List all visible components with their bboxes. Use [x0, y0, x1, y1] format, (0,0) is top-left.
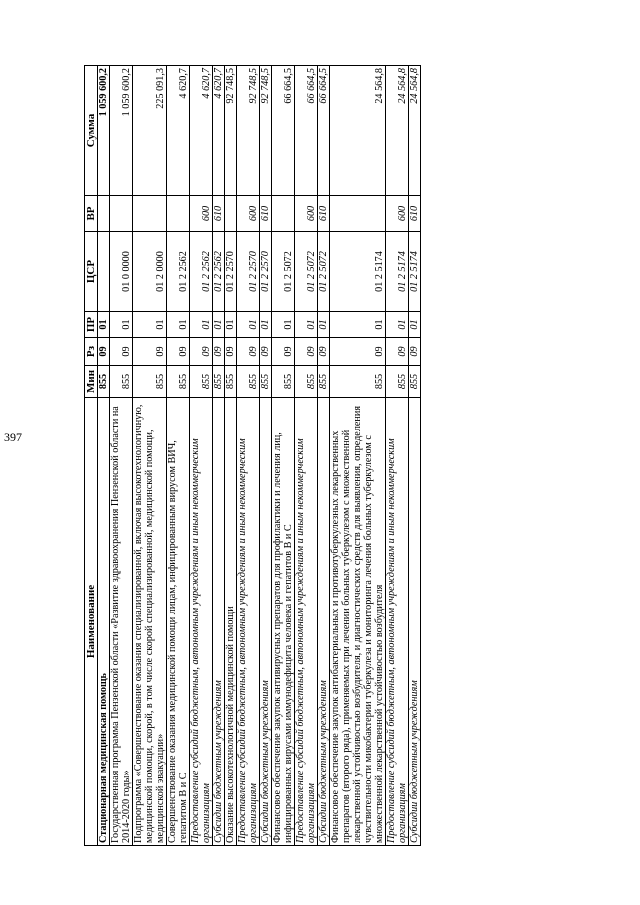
cell-name: Субсидии бюджетным учреждениям [213, 398, 225, 846]
cell-name: Подпрограмма «Совершенствование оказания специализированной, включая высокотехнологичную, медицинской помощи, скорой, в том числе скорой специализированной, медицинской помощи, медицинской эвакуации» [133, 398, 167, 846]
cell-name: Финансовое обеспечение закупок антивирусных препаратов для профилактики и лечения лиц, инфицированных вирусами иммунодефицита человека и гепатитов В и С [272, 398, 295, 846]
cell-rz: 09 [98, 338, 110, 366]
table-row [98, 66, 110, 846]
cell-sum: 66 664,5 [295, 66, 318, 196]
rotated-page-content [84, 66, 556, 846]
cell-csr: 01 2 5072 [318, 232, 330, 312]
cell-min: 855 [213, 366, 225, 398]
table-row [225, 66, 237, 846]
cell-min: 855 [260, 366, 272, 398]
cell-min: 855 [318, 366, 330, 398]
cell-vr [272, 196, 295, 232]
cell-rz: 09 [225, 338, 237, 366]
cell-rz: 09 [318, 338, 330, 366]
cell-pr: 01 [409, 312, 421, 338]
cell-csr: 01 2 2562 [167, 232, 190, 312]
cell-pr: 01 [167, 312, 190, 338]
cell-vr: 600 [295, 196, 318, 232]
cell-rz: 09 [110, 338, 133, 366]
cell-name: Предоставление субсидий бюджетным, автономным учреждениям и иным некоммерческим организациям [237, 398, 260, 846]
cell-csr: 01 0 0000 [110, 232, 133, 312]
header-sum: Сумма [85, 66, 98, 196]
cell-name: Предоставление субсидий бюджетным, автономным учреждениям и иным некоммерческим организациям [190, 398, 213, 846]
cell-csr: 01 2 2562 [190, 232, 213, 312]
cell-sum: 24 564,8 [386, 66, 409, 196]
cell-min: 855 [98, 366, 110, 398]
cell-rz: 09 [133, 338, 167, 366]
cell-min: 855 [386, 366, 409, 398]
cell-min: 855 [190, 366, 213, 398]
cell-sum: 24 564,8 [330, 66, 386, 196]
cell-csr: 01 2 5072 [295, 232, 318, 312]
cell-vr: 610 [213, 196, 225, 232]
cell-pr: 01 [386, 312, 409, 338]
cell-sum: 1 059 600,2 [110, 66, 133, 196]
cell-sum: 92 748,5 [237, 66, 260, 196]
cell-vr: 610 [318, 196, 330, 232]
table-row [386, 66, 409, 846]
cell-name: Финансовое обеспечение закупок антибактериальных и противотуберкулезных лекарственных препаратов (второго ряда), применяемых при лечении больных туберкулезом с множественной лекарственной устойчивостью возбудителя, и диагностических средств для выявления, определения чувствительности микобактерии туберкулеза и мониторинга лечения больных туберкулезом с множественной лекарственной устойчивостью возбудителя [330, 398, 386, 846]
cell-vr [133, 196, 167, 232]
cell-name: Государственная программа Пензенской области «Развитие здравоохранения Пензенской области на 2014-2020 годы» [110, 398, 133, 846]
table-row [213, 66, 225, 846]
cell-min: 855 [330, 366, 386, 398]
cell-min: 855 [110, 366, 133, 398]
cell-pr: 01 [318, 312, 330, 338]
cell-vr: 610 [260, 196, 272, 232]
cell-name: Субсидии бюджетным учреждениям [318, 398, 330, 846]
cell-min: 855 [225, 366, 237, 398]
page-number: 397 [4, 430, 22, 444]
cell-pr: 01 [190, 312, 213, 338]
cell-sum: 4 620,7 [190, 66, 213, 196]
cell-csr: 01 2 5072 [272, 232, 295, 312]
cell-vr [98, 196, 110, 232]
cell-name: Субсидии бюджетным учреждениям [409, 398, 421, 846]
table-row [272, 66, 295, 846]
cell-vr: 610 [409, 196, 421, 232]
header-min: Мин [85, 366, 98, 398]
cell-csr [98, 232, 110, 312]
header-pr: ПР [85, 312, 98, 338]
cell-pr: 01 [295, 312, 318, 338]
cell-vr [167, 196, 190, 232]
cell-min: 855 [409, 366, 421, 398]
cell-rz: 09 [330, 338, 386, 366]
cell-csr: 01 2 2570 [237, 232, 260, 312]
cell-rz: 09 [190, 338, 213, 366]
table-row [133, 66, 167, 846]
cell-sum: 24 564,8 [409, 66, 421, 196]
cell-pr: 01 [330, 312, 386, 338]
header-name: Наименование [85, 398, 98, 846]
cell-csr: 01 2 2570 [260, 232, 272, 312]
budget-table [84, 65, 421, 846]
cell-pr: 01 [260, 312, 272, 338]
table-header-row [85, 66, 98, 846]
cell-rz: 09 [386, 338, 409, 366]
cell-csr: 01 2 5174 [409, 232, 421, 312]
cell-min: 855 [237, 366, 260, 398]
table-row [318, 66, 330, 846]
cell-csr: 01 2 0000 [133, 232, 167, 312]
cell-name: Субсидии бюджетным учреждениям [260, 398, 272, 846]
cell-pr: 01 [213, 312, 225, 338]
cell-sum: 4 620,7 [213, 66, 225, 196]
cell-rz: 09 [295, 338, 318, 366]
cell-min: 855 [133, 366, 167, 398]
cell-sum: 66 664,5 [318, 66, 330, 196]
table-row [295, 66, 318, 846]
cell-name: Предоставление субсидий бюджетным, автономным учреждениям и иным некоммерческим организациям [386, 398, 409, 846]
cell-name: Оказание высокотехнологичной медицинской помощи [225, 398, 237, 846]
table-row [110, 66, 133, 846]
header-vr: ВР [85, 196, 98, 232]
cell-pr: 01 [272, 312, 295, 338]
table-body [98, 66, 421, 846]
cell-csr: 01 2 5174 [386, 232, 409, 312]
cell-name: Совершенствование оказания медицинской помощи лицам, инфицированным вирусом ВИЧ, гепатитом В и С [167, 398, 190, 846]
cell-sum: 66 664,5 [272, 66, 295, 196]
cell-sum: 4 620,7 [167, 66, 190, 196]
cell-min: 855 [167, 366, 190, 398]
cell-name: Стационарная медицинская помощь [98, 398, 110, 846]
cell-vr [225, 196, 237, 232]
table-row [237, 66, 260, 846]
cell-rz: 09 [167, 338, 190, 366]
cell-vr: 600 [190, 196, 213, 232]
cell-pr: 01 [110, 312, 133, 338]
cell-min: 855 [272, 366, 295, 398]
table-row [330, 66, 386, 846]
cell-pr: 01 [133, 312, 167, 338]
cell-sum: 92 748,5 [260, 66, 272, 196]
cell-pr: 01 [225, 312, 237, 338]
cell-vr: 600 [386, 196, 409, 232]
cell-name: Предоставление субсидий бюджетным, автономным учреждениям и иным некоммерческим организациям [295, 398, 318, 846]
cell-vr: 600 [237, 196, 260, 232]
table-row [190, 66, 213, 846]
cell-rz: 09 [237, 338, 260, 366]
cell-sum: 225 091,3 [133, 66, 167, 196]
cell-csr: 01 2 2562 [213, 232, 225, 312]
cell-sum: 92 748,5 [225, 66, 237, 196]
cell-rz: 09 [272, 338, 295, 366]
table-row [167, 66, 190, 846]
cell-vr [330, 196, 386, 232]
cell-rz: 09 [260, 338, 272, 366]
cell-sum: 1 059 600,2 [98, 66, 110, 196]
cell-csr: 01 2 5174 [330, 232, 386, 312]
table-row [260, 66, 272, 846]
cell-vr [110, 196, 133, 232]
cell-pr: 01 [98, 312, 110, 338]
cell-min: 855 [295, 366, 318, 398]
header-rz: Рз [85, 338, 98, 366]
cell-csr: 01 2 2570 [225, 232, 237, 312]
table-row [409, 66, 421, 846]
cell-pr: 01 [237, 312, 260, 338]
cell-rz: 09 [213, 338, 225, 366]
cell-rz: 09 [409, 338, 421, 366]
header-csr: ЦСР [85, 232, 98, 312]
